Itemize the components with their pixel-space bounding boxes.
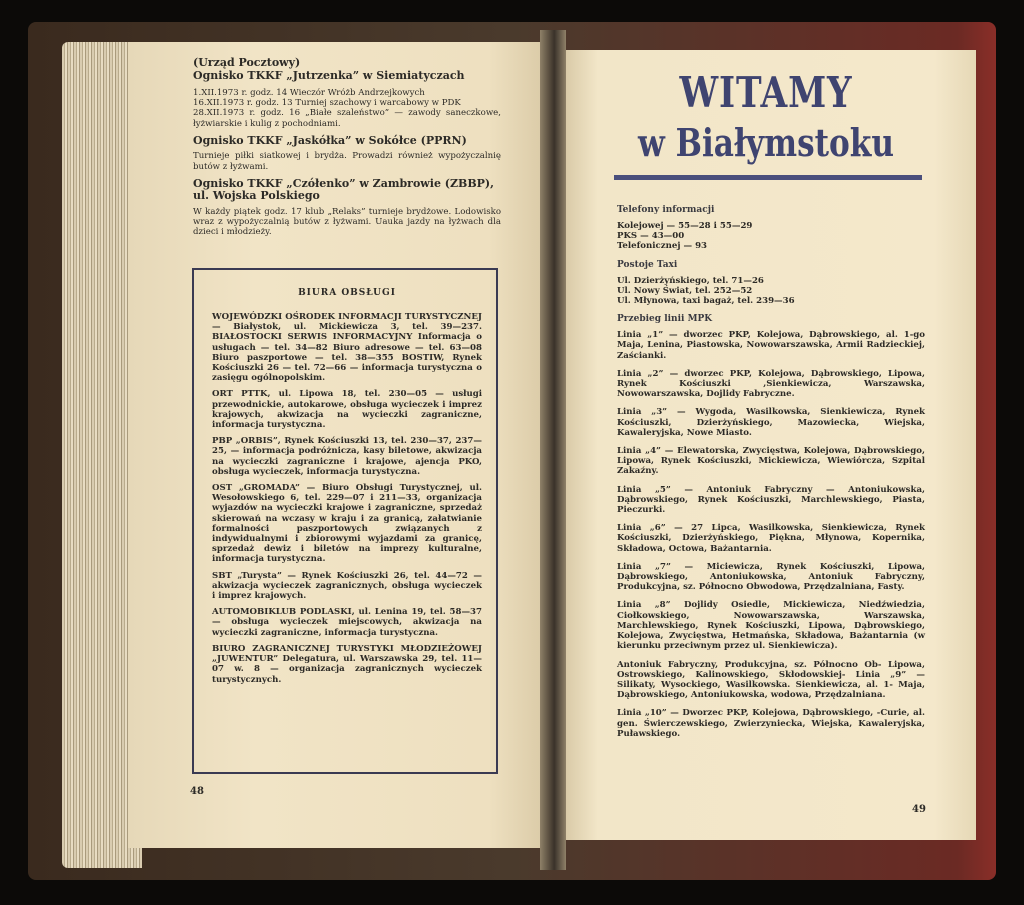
phone-line: Kolejowej — 55—28 i 55—29	[617, 221, 753, 231]
box-entry: OST „GROMADA” — Biuro Obsługi Turystycznej, ul. Wesołowskiego 6, tel. 229—07 i 211—33, organizacja wyjazdów na wycieczki krajowe i zagraniczne, sprzedaż skierowań na wczasy w kraju i za granicą, załatwianie formalności paszportowych związanych z indywidualnymi i zbiorowymi wyjazdami za granicę, sprzedaż dewiz i biletów na imprezy kulturalne, informacja turystyczna.	[212, 483, 482, 565]
box-entry: BIURO ZAGRANICZNEJ TURYSTYKI MŁODZIEŻOWEJ „JUWENTUR” Delegatura, ul. Warszawska 29, tel. 11—07 w. 8 — organizacja zagranicznych wycieczek turystycznych.	[212, 643, 482, 685]
box-entry: PBP „ORBIS”, Rynek Kościuszki 13, tel. 230—37, 237—25, — informacja podróżnicza, kasy biletowe, akwizacja na wycieczki zagraniczne i krajowe, ajencja PKO, obsługa wycieczek, informacja turystyczna.	[212, 436, 482, 477]
title-witamy: WITAMY	[679, 68, 853, 117]
section2-title: Ognisko TKKF „Jaskółka” w Sokółce (PPRN)	[193, 133, 467, 147]
section1-title: Ognisko TKKF „Jutrzenka” w Siemiatyczach	[193, 68, 465, 82]
box-entry: WOJEWÓDZKI OŚRODEK INFORMACJI TURYSTYCZNEJ — Białystok, ul. Mickiewicza 3, tel. 39—237. BIAŁOSTOCKI SERWIS INFORMACYJNY Informacja o usługach — tel. 34—82 Biuro adresowe — tel. 63—08 Biuro paszportowe — tel. 38—355 BOSTIW, Rynek Kościuszki 26 — tel. 72—66 — informacja turystyczna o zasięgu ogólnopolskim.	[212, 312, 482, 384]
box-entry: ORT PTTK, ul. Lipowa 18, tel. 230—05 — usługi przewodnickie, autokarowe, obsługa wycieczek i imprez krajowych, akwizacja na wycieczki zagraniczne, informacja turystyczna.	[212, 389, 482, 431]
mpk-line: Antoniuk Fabryczny, Produkcyjna, sz. Północno Ob- Lipowa, Ostrowskiego, Kalinowskiego, Skłodowskiej- Linia „9” — Silikaty, Wysockiego, Wasilkowska. Sienkiewicza, al. 1- Maja, Dąbrowskiego, Antoniukowska, wodowa, Przędzalniana.	[617, 659, 925, 701]
page-number-left: 48	[190, 786, 204, 797]
phone-line: Telefonicznej — 93	[617, 241, 708, 252]
mpk-line: Linia „5” — Antoniuk Fabryczny — Antoniukowska, Dąbrowskiego, Rynek Kościuszki, Marchlewskiego, Piasta, Pieczurki.	[617, 484, 925, 516]
mpk-heading: Przebieg linii MPK	[617, 314, 713, 325]
mpk-line: Linia „6” — 27 Lipca, Wasilkowska, Sienkiewicza, Rynek Kościuszki, Dzierżyńskiego, Piękna, Młynowa, Kopernika, Składowa, Octowa, Bażantarnia.	[617, 523, 925, 554]
mpk-line: Linia „4” — Elewatorska, Zwycięstwa, Kolejowa, Dąbrowskiego, Lipowa, Rynek Kościuszki, Mickiewicza, Wiewiórcza, Szpital Zakaźny.	[617, 446, 925, 477]
title-bialystok: w Białymstoku	[637, 120, 895, 165]
section2-text: Turnieje piłki siatkowej i brydża. Prowadzi również wypożyczalnię butów z łyżwami.	[193, 151, 501, 172]
left-page-top-text	[193, 57, 501, 237]
box-entry: SBT „Turysta” — Rynek Kościuszki 26, tel. 44—72 — akwizacja wycieczek zagranicznych, obsługa wycieczek i imprez krajowych.	[212, 570, 482, 602]
mpk-line: Linia „7” — Miciewicza, Rynek Kościuszki, Lipowa, Dąbrowskiego, Antoniukowska, Antoniuk Fabryczny, Produkcyjna, sz. Północno Obwodowa, Przędzalniana, Fasty.	[617, 561, 925, 593]
section1-line: 16.XII.1973 r. godz. 13 Turniej szachowy i warcabowy w PDK	[193, 98, 461, 109]
section1-line: 28.XII.1973 r. godz. 16 „Białe szaleństwo” — zawody saneczkowe, łyżwiarskie i kulig z pochodniami.	[193, 108, 501, 129]
phones-heading: Telefony informacji	[617, 205, 715, 215]
book-gutter	[540, 30, 566, 870]
section3-title: Ognisko TKKF „Czółenko” w Zambrowie (ZBBP), ul. Wojska Polskiego	[193, 176, 494, 203]
box-title: BIURA OBSŁUGI	[298, 288, 396, 298]
taxi-heading: Postoje Taxi	[617, 259, 678, 270]
header-line: (Urząd Pocztowy)	[193, 56, 301, 69]
title-underline	[614, 175, 922, 180]
phone-line: PKS — 43—00	[617, 231, 685, 242]
section1-line: 1.XII.1973 r. godz. 14 Wieczór Wróżb Andrzejkowych	[193, 88, 425, 98]
right-page-text	[617, 205, 925, 747]
taxi-line: Ul. Dzierżyńskiego, tel. 71—26	[617, 275, 764, 286]
section3-text: W każdy piątek godz. 17 klub „Relaks” turnieje brydżowe. Lodowisko wraz z wypożyczalnią butów z łyżwami. Uauka jazdy na łyżwach dla dzieci i młodzieży.	[193, 206, 501, 238]
box-entry: AUTOMOBIKLUB PODLASKI, ul. Lenina 19, tel. 58—37 — obsługa wycieczek miejscowych, akwizacja na wycieczki zagraniczne, informacja turystyczna.	[212, 607, 482, 638]
mpk-line: Linia „10” — Dworzec PKP, Kolejowa, Dąbrowskiego, -Curie, al. gen. Świerczewskiego, Zwierzyniecka, Wiejska, Kawaleryjska, Puławskiego.	[617, 708, 925, 739]
page-number-right: 49	[912, 804, 926, 815]
taxi-line: Ul. Młynowa, taxi bagaż, tel. 239—36	[617, 296, 795, 307]
mpk-line: Linia „3” — Wygoda, Wasilkowska, Sienkiewicza, Rynek Kościuszki, Dzierżyńskiego, Mazowiecka, Wiejska, Kawaleryjska, Nowe Miasto.	[617, 407, 925, 438]
mpk-line: Linia „8” Dojlidy Osiedle, Mickiewicza, Niedźwiedzia, Ciołkowskiego, Nowowarszawska, Warszawska, Marchlewskiego, Rynek Kościuszki, Lipowa, Dąbrowskiego, Kolejowa, Zwycięstwa, Hetmańska, Składowa, Bażantarnia (w kierunku przeciwnym przez ul. Sienkiewicza).	[617, 600, 925, 652]
taxi-line: Ul. Nowy Świat, tel. 252—52	[617, 285, 753, 296]
biura-obslugi-box	[192, 268, 498, 774]
mpk-line: Linia „2” — dworzec PKP, Kolejowa, Dąbrowskiego, Lipowa, Rynek Kościuszki ,Sienkiewicza, Warszawska, Nowowarszawska, Dojlidy Fabryczne.	[617, 368, 925, 400]
mpk-line: Linia „1” — dworzec PKP, Kolejowa, Dąbrowskiego, al. 1-go Maja, Lenina, Piastowska, Nowowarszawska, Armii Radzieckiej, Zaścianki.	[617, 330, 925, 361]
